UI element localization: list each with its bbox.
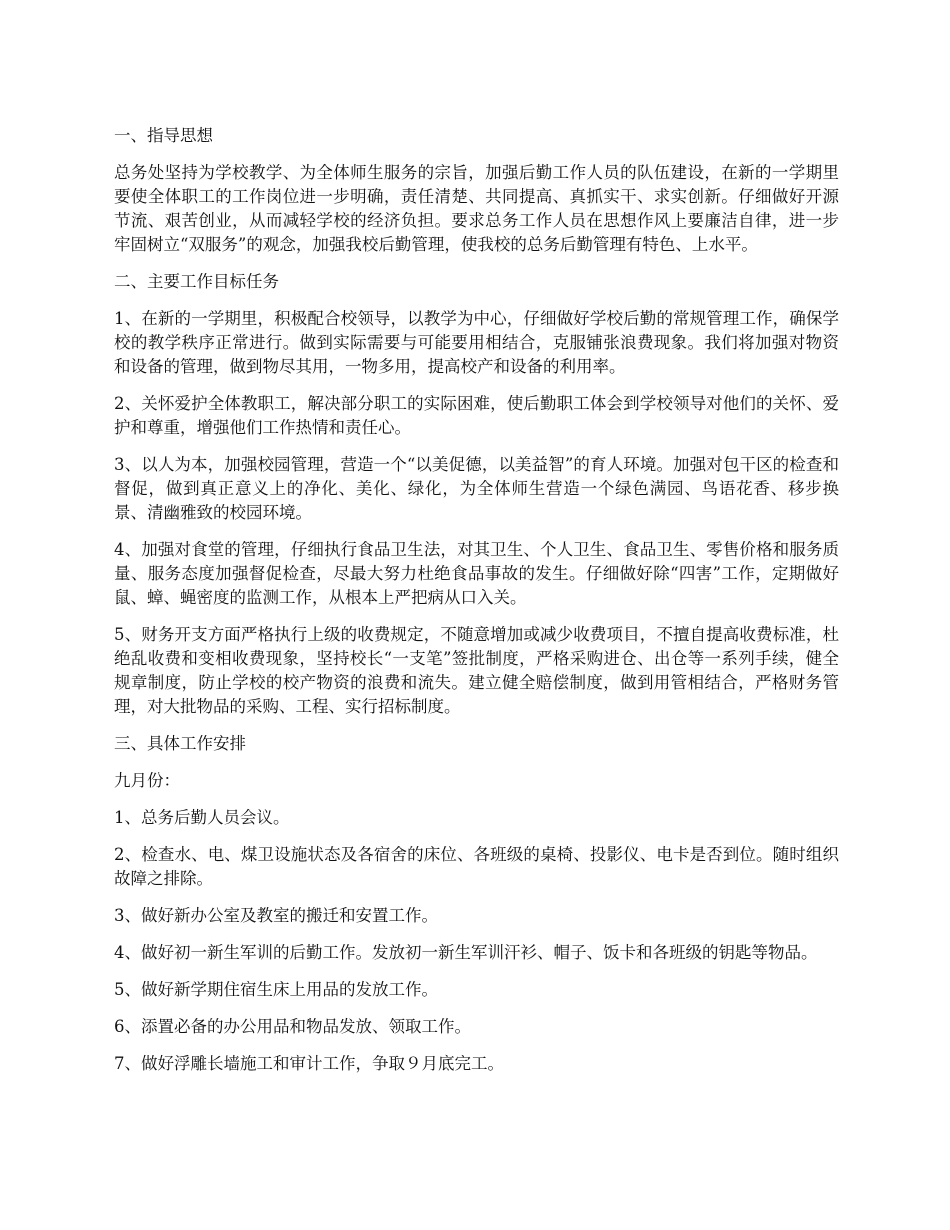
paragraph-sept-1: 1、总务后勤人员会议。 xyxy=(114,808,290,827)
paragraph-goal-4: 4、加强对食堂的管理，仔细执行食品卫生法，对其卫生、个人卫生、食品卫生、零售价格和服务质量、服务态度加强督促检查，尽最大努力杜绝食品事故的发生。仔细做好除“四害”工作，定期做好鼠、蟑、蝇密度的监测工作，从根本上严把病从口入关。 xyxy=(114,540,839,607)
paragraph-sept-4: 4、做好初一新生军训的后勤工作。发放初一新生军训汗衫、帽子、饭卡和各班级的钥匙等物品。 xyxy=(114,943,818,962)
paragraph-sept-3: 3、做好新办公室及教室的搬迁和安置工作。 xyxy=(114,906,438,925)
section-heading-guiding-thought: 一、指导思想 xyxy=(114,126,213,145)
paragraph-sept-5: 5、做好新学期住宿生床上用品的发放工作。 xyxy=(114,980,438,999)
paragraph-goal-1: 1、在新的一学期里，积极配合校领导，以教学为中心，仔细做好学校后勤的常规管理工作，确保学校的教学秩序正常进行。做到实际需要与可能要用相结合，克服铺张浪费现象。我们将加强对物资和设备的管理，做到物尽其用，一物多用，提高校产和设备的利用率。 xyxy=(114,309,839,376)
month-heading-september: 九月份： xyxy=(114,771,180,790)
section-heading-work-arrangement: 三、具体工作安排 xyxy=(114,734,246,753)
paragraph-goal-3: 3、以人为本，加强校园管理，营造一个“以美促德，以美益智”的育人环境。加强对包干区的检查和督促，做到真正意义上的净化、美化、绿化，为全体师生营造一个绿色满园、鸟语花香、移步换景、清幽雅致的校园环境。 xyxy=(114,455,839,522)
paragraph-goal-5: 5、财务开支方面严格执行上级的收费规定，不随意增加或减少收费项目，不擅自提高收费标准，杜绝乱收费和变相收费现象，坚持校长“一支笔”签批制度，严格采购进仓、出仓等一系列手续，健全规章制度，防止学校的校产物资的浪费和流失。建立健全赔偿制度，做到用管相结合，严格财务管理，对大批物品的采购、工程、实行招标制度。 xyxy=(114,625,839,716)
paragraph-goal-2: 2、关怀爱护全体教职工，解决部分职工的实际困难，使后勤职工体会到学校领导对他们的关怀、爱护和尊重，增强他们工作热情和责任心。 xyxy=(114,394,839,437)
paragraph-guiding-thought: 总务处坚持为学校教学、为全体师生服务的宗旨，加强后勤工作人员的队伍建设，在新的一学期里要使全体职工的工作岗位进一步明确，责任清楚、共同提高、真抓实干、求实创新。仔细做好开源节流、艰苦创业，从而减轻学校的经济负担。要求总务工作人员在思想作风上要廉洁自律，进一步牢固树立“双服务”的观念，加强我校后勤管理，使我校的总务后勤管理有特色、上水平。 xyxy=(114,163,839,254)
document-page xyxy=(114,124,839,1089)
paragraph-sept-2: 2、检查水、电、煤卫设施状态及各宿舍的床位、各班级的桌椅、投影仪、电卡是否到位。随时组织故障之排除。 xyxy=(114,845,839,888)
section-heading-main-goals: 二、主要工作目标任务 xyxy=(114,272,279,291)
paragraph-sept-7: 7、做好浮雕长墙施工和审计工作，争取９月底完工。 xyxy=(114,1054,504,1073)
paragraph-sept-6: 6、添置必备的办公用品和物品发放、领取工作。 xyxy=(114,1017,471,1036)
